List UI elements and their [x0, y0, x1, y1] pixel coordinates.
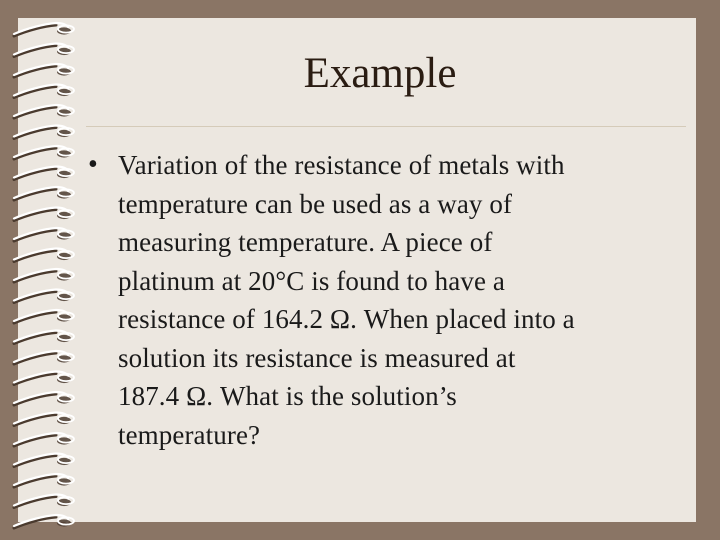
spiral-hook-icon: [14, 392, 74, 405]
spiral-hook-icon: [14, 474, 74, 487]
bullet-line: temperature can be used as a way of: [118, 188, 513, 219]
bullet-line: measuring temperature. A piece of: [118, 227, 493, 257]
spiral-hook-icon: [14, 310, 74, 323]
bullet-item: [88, 146, 668, 454]
spiral-hook-icon: [14, 249, 74, 262]
spiral-hook-icon: [14, 126, 74, 139]
spiral-hook-icon: [14, 372, 74, 385]
slide-title: Example: [303, 50, 457, 97]
spiral-hook-icon: [14, 23, 74, 36]
bullet-line: Variation of the resistance of metals with: [118, 150, 565, 180]
spiral-hook-icon: [14, 290, 74, 303]
bullet-line: platinum at 20°C is found to have a: [118, 265, 505, 296]
spiral-hook-icon: [14, 44, 74, 57]
spiral-hook-icon: [14, 351, 74, 364]
spiral-hook-icon: [14, 146, 74, 159]
spiral-hook-icon: [14, 105, 74, 118]
spiral-hook-icon: [14, 331, 74, 344]
spiral-binding-icon: [0, 0, 90, 540]
bullet-line: 187.4 Ω. What is the solution’s: [118, 381, 457, 411]
spiral-hook-icon: [14, 85, 74, 98]
spiral-hook-icon: [14, 187, 74, 200]
spiral-hook-icon: [14, 433, 74, 446]
spiral-hook-icon: [14, 269, 74, 282]
spiral-hook-icon: [14, 167, 74, 180]
spiral-hook-icon: [14, 454, 74, 467]
bullet-line: resistance of 164.2 Ω. When placed into a: [118, 304, 575, 334]
spiral-hook-icon: [14, 495, 74, 508]
bullet-marker: •: [88, 149, 98, 180]
spiral-hook-icon: [14, 413, 74, 426]
spiral-hook-icon: [14, 208, 74, 221]
bullet-text: [118, 146, 668, 454]
bullet-line: temperature?: [118, 419, 261, 450]
spiral-hook-icon: [14, 515, 74, 528]
bullet-line: solution its resistance is measured at: [118, 342, 516, 373]
title-divider: [86, 126, 686, 127]
spiral-hook-icon: [14, 64, 74, 77]
spiral-hook-icon: [14, 228, 74, 241]
